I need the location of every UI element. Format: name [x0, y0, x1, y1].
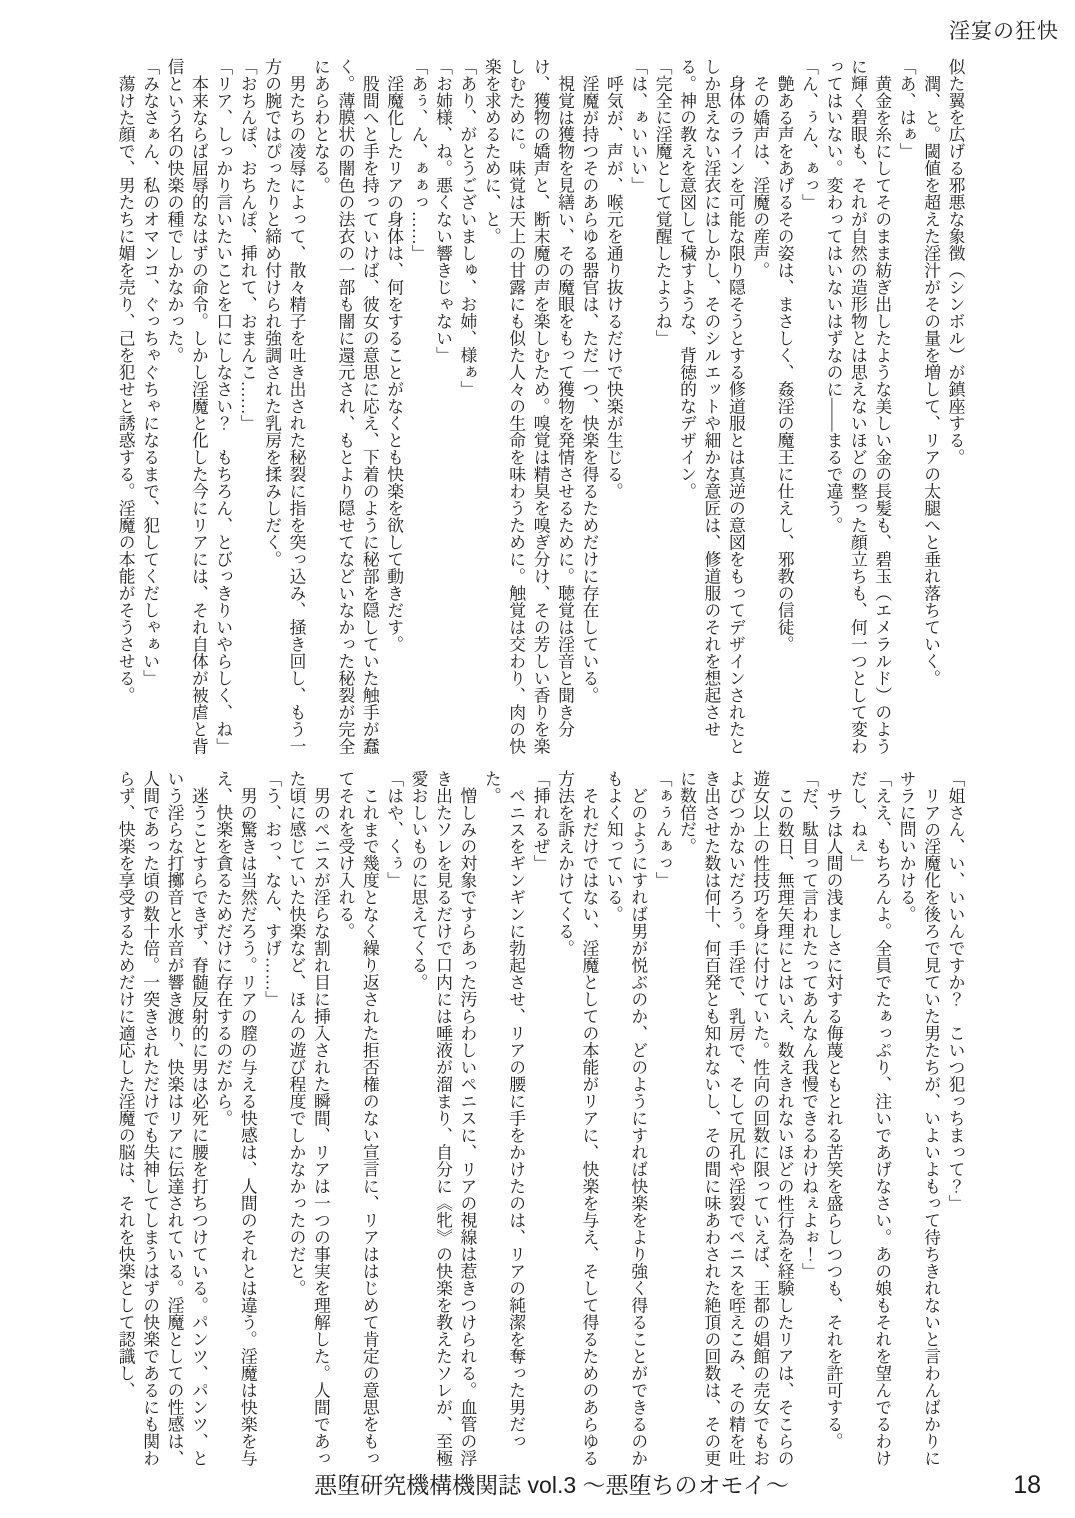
dialogue-line: 「だ、駄目って言われたってあんなん我慢できるわけねぇよぉ！」 [799, 770, 819, 1280]
narrative-paragraph: その嬌声は、淫魔の産声。 [750, 74, 770, 279]
dialogue-line: 「ええ、もちろんよ。全員でたぁっぷり、注いであげなさい。あの娘もそれを望んでるわけだし、ねぇ」 [848, 770, 892, 1467]
narrative-paragraph: 視覚は獲物を見繕い、その魔眼をもって獲物を発情させるために。聴覚は淫音と聞き分け、獲物の嬌声と、断末魔の声を楽しむため。嗅覚は精臭を嗅ぎ分け、その芳しい香りを楽しむために。味覚は天上の甘露にも似た人々の生命を味わうために。触覚は交わり、肉の快楽を求めるために、と。 [482, 58, 575, 755]
narrative-paragraph: 蕩けた顔で、男たちに媚を売り、己を犯せと誘惑する。淫魔の本能がそうさせる。 [116, 74, 136, 704]
dialogue-line: 「挿れるぜ」 [531, 770, 551, 872]
dialogue-line: 「おちんぽ、おちんぽ、挿れて、おまんこ……」 [238, 58, 258, 432]
footer-journal-title: 悪堕研究機構機関誌 vol.3 ～悪堕ちのオモイ～ [314, 1472, 789, 1498]
narrative-paragraph: サラは人間の浅ましさに対する侮蔑ともとれる苦笑を盛らしつつも、それを許可する。 [823, 786, 843, 1450]
narrative-paragraph: 艶ある声をあげるその姿は、まさしく、姦淫の魔王に仕えし、邪教の信徒。 [775, 74, 795, 653]
dialogue-line: 「姐さん、い、いいんですか？ こいつ犯っちまって？」 [946, 770, 965, 1212]
dialogue-line: 「ん、ぅん、ぁっ」 [799, 58, 819, 211]
narrative-paragraph: 迷うことすらできず、脊髄反射的に男は必死に腰を打ちつけている。パンツ、パンツ、という淫らな打擲音と水音が響き渡り、快楽はリアに伝達されている。淫魔としての性感は、人間であった頃の数十倍。一突きされただけでも失神してしまうはずの快楽であるにも関わらず、快楽を享受するためだけに適応した淫魔の脳は、それを快楽として認識し、 [116, 770, 209, 1467]
page-number: 18 [1013, 1471, 1041, 1499]
page-header-title: 淫宴の狂快 [949, 20, 1059, 43]
narrative-paragraph: それだけではない、淫魔としての本能がリアに、快楽を与え、そして得るためのあらゆる方法を訴えかけてくる。 [555, 770, 599, 1467]
dialogue-line: 「ぁぅんぁっ」 [653, 770, 673, 889]
narrative-paragraph: これまで幾度となく繰り返された拒否権のない宣言に、リアははじめて肯定の意思をもってそれを受け入れる。 [335, 770, 380, 1467]
dialogue-line: 「は、ぁいいい」 [628, 58, 648, 194]
narrative-paragraph: 身体のラインを可能な限り隠そうとする修道服とは真逆の意図をもってデザインされたとしか思えない淫衣にはしかし、そのシルエットや細かな意匠は、修道服のそれを想起させる。神の教えを意図して穢すような、背徳的なデザイン。 [677, 58, 746, 755]
narrative-paragraph: 憎しみの対象ですらあった汚らわしいペニスに、リアの視線は惹きつけられる。血管の浮き出たソレを見るだけで口内には唾液が溜まり、自分に《牝》の快楽を教えたソレが、至極愛おしいものに思えてくる。 [409, 770, 477, 1467]
narrative-paragraph: 潤、と。閾値を超えた淫汁がその量を増して、リアの太腿へと垂れ落ちていく。 [921, 74, 941, 687]
dialogue-line: 「みなさぁん、私のオマンコ、ぐっちゃぐちゃになるまで、犯してくだしゃぁい」 [140, 58, 160, 687]
dialogue-line: 「リア、しっかり言いたいことを口にしなさい？ もちろん、とびっきりいやらしく、ね」 [213, 58, 233, 755]
narrative-paragraph: 似た翼を広げる邪悪な象徴（シンボル）が鎮座する。 [946, 58, 965, 466]
narrative-paragraph: 男の驚きは当然だろう。リアの膣の与える快感は、人間のそれとは違う。淫魔は快楽を与え、快楽を貪るためだけに存在するのだから。 [213, 770, 258, 1467]
text-block-bottom [87, 770, 967, 1478]
narrative-paragraph: 淫魔が持つそのあらゆる器官は、ただ一つ、快楽を得るためだけに存在している。 [579, 74, 599, 704]
text-block-top [101, 58, 967, 758]
dialogue-line: 「う、おっ、なん、すげ……」 [262, 770, 282, 1008]
dialogue-line: 「はや、くぅ」 [384, 770, 404, 889]
narrative-paragraph: 男たちの凌辱によって、散々精子を吐き出された秘裂に指を突っ込み、掻き回し、もう一方の腕ではぴったりと締め付けられ強調された乳房を揉みしだく。 [262, 58, 307, 755]
narrative-paragraph: 淫魔化したリアの身体は、何をすることがなくとも快楽を欲して動きだす。 [384, 74, 404, 653]
dialogue-line: 「あぅ、ん、ぁぁっ……」 [409, 58, 429, 262]
narrative-paragraph: どのようにすれば男が悦ぶのか、どのようにすれば快楽をより強く得ることができるのかもよく知っている。 [604, 770, 648, 1467]
narrative-paragraph: 呼気が、声が、喉元を通り抜けるだけで快楽が生じる。 [604, 74, 624, 500]
dialogue-line: 「あ、はぁ」 [897, 58, 917, 160]
narrative-paragraph: 股間へと手を持っていけば、彼女の意思に応え、下着のように秘部を隠していた触手が蠢く。薄膜状の闇色の法衣の一部も闇に還元され、もとより隠せてなどいなかった秘裂が完全にあらわとなる。 [311, 58, 380, 755]
narrative-paragraph: リアの淫魔化を後ろで見ていた男たちが、いよいよもって待ちきれないと言わんばかりにサラに問いかける。 [897, 770, 941, 1467]
narrative-paragraph: 本来ならば屈辱的なはずの命令。しかし淫魔と化した今にリアには、それ自体が被虐と背信という名の快楽の種でしかなかった。 [165, 58, 209, 755]
dialogue-line: 「あり、がとうございましゅ、お姉、様ぁ」 [457, 58, 477, 398]
dialogue-line: 「お姉様、ね。悪くない響きじゃない」 [433, 58, 453, 364]
narrative-paragraph: ペニスをギンギンに勃起させ、リアの腰に手をかけたのは、リアの純潔を奪った男だった。 [482, 770, 526, 1450]
narrative-paragraph: 黄金を糸にしてそのまま紡ぎ出したような美しい金の長髪も、碧玉（エメラルド）のように輝く碧眼も、それが自然の造形物とは思えないほどの整った顔立ちも、何一つとして変わってはいない。変わってはいないはずなのに——まるで違う。 [823, 58, 892, 755]
dialogue-line: 「完全に淫魔として覚醒したようね」 [653, 58, 673, 347]
narrative-paragraph: この数日、無理矢理にとはいえ、数えきれないほどの性行為を経験したリアは、そこらの遊女以上の性技巧を身に付けていた。性向の回数に限っていえば、王都の娼館の売女でもおよびつかないだろう。手淫で、乳房で、そして尻孔や淫裂でペニスを咥えこみ、その精を吐き出させた数は何十、何百発とも知れないし、その間に味あわされた絶頂の回数は、その更に数倍だ。 [677, 770, 795, 1467]
narrative-paragraph: 男のペニスが淫らな割れ目に挿入された瞬間、リアは一つの事実を理解した。人間であった頃に感じていた快楽など、ほんの遊び程度でしかなかったのだと。 [287, 770, 331, 1467]
